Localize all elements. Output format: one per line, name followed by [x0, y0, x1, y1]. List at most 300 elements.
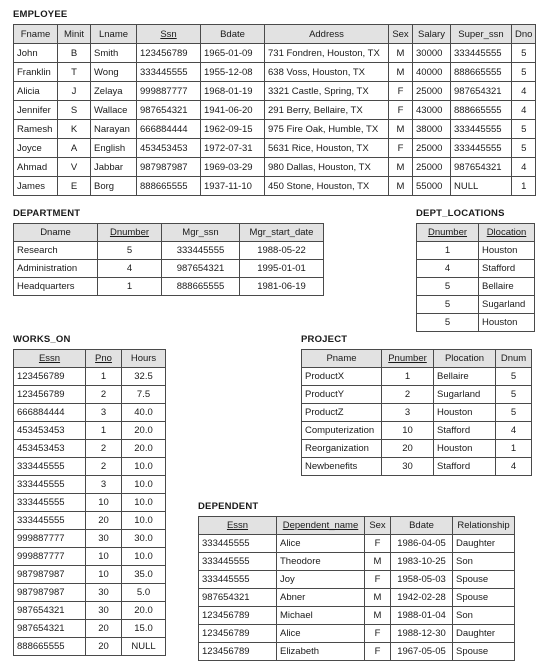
employee-cell-super-ssn: 888665555: [451, 101, 512, 120]
works-on-cell-hours: 40.0: [122, 404, 166, 422]
department-header-dnumber: Dnumber: [98, 224, 162, 242]
dependent-cell-essn: 333445555: [199, 535, 277, 553]
employee-cell-salary: 43000: [413, 101, 451, 120]
employee-cell-fname: James: [14, 177, 58, 196]
works-on-cell-essn: 123456789: [14, 386, 86, 404]
employee-cell-address: 731 Fondren, Houston, TX: [265, 44, 389, 63]
project-cell-pname: ProductY: [302, 386, 382, 404]
project-cell-dnum: 4: [496, 458, 532, 476]
works-on-cell-pno: 2: [86, 386, 122, 404]
project-cell-pname: ProductZ: [302, 404, 382, 422]
employee-cell-address: 3321 Castle, Spring, TX: [265, 82, 389, 101]
employee-cell-lname: English: [91, 139, 137, 158]
project-cell-dnum: 1: [496, 440, 532, 458]
works-on-cell-pno: 1: [86, 368, 122, 386]
works-on-cell-pno: 20: [86, 512, 122, 530]
employee-cell-bdate: 1968-01-19: [201, 82, 265, 101]
employee-cell-super-ssn: NULL: [451, 177, 512, 196]
employee-cell-ssn: 666884444: [137, 120, 201, 139]
dependent-cell-relationship: Daughter: [453, 625, 515, 643]
dependent-cell-dependent-name: Abner: [277, 589, 365, 607]
works-on-cell-essn: 987987987: [14, 566, 86, 584]
employee-cell-super-ssn: 888665555: [451, 63, 512, 82]
dept-locations-cell-dlocation: Bellaire: [479, 278, 535, 296]
works-on-cell-pno: 3: [86, 404, 122, 422]
employee-cell-lname: Zelaya: [91, 82, 137, 101]
employee-header-super-ssn: Super_ssn: [451, 25, 512, 44]
department-header-row: [14, 224, 324, 242]
employee-cell-dno: 5: [512, 120, 536, 139]
dependent-cell-essn: 123456789: [199, 625, 277, 643]
dependent-header-dependent-name: Dependent_name: [277, 517, 365, 535]
employee-cell-salary: 55000: [413, 177, 451, 196]
employee-cell-lname: Wong: [91, 63, 137, 82]
employee-header-address: Address: [265, 25, 389, 44]
table-row: [199, 535, 515, 553]
works-on-cell-hours: 20.0: [122, 422, 166, 440]
table-row: [14, 386, 166, 404]
works-on-relation: [13, 334, 166, 656]
dependent-cell-essn: 123456789: [199, 607, 277, 625]
works-on-cell-essn: 333445555: [14, 494, 86, 512]
works-on-cell-essn: 987987987: [14, 584, 86, 602]
dependent-cell-dependent-name: Michael: [277, 607, 365, 625]
employee-cell-minit: J: [58, 82, 91, 101]
works-on-header-essn: Essn: [14, 350, 86, 368]
works-on-cell-pno: 2: [86, 440, 122, 458]
dependent-cell-relationship: Spouse: [453, 643, 515, 661]
employee-header-minit: Minit: [58, 25, 91, 44]
dept-locations-cell-dnumber: 1: [417, 242, 479, 260]
employee-cell-dno: 1: [512, 177, 536, 196]
project-cell-pnumber: 20: [382, 440, 434, 458]
department-header-mgr-start-date: Mgr_start_date: [240, 224, 324, 242]
project-header-pname: Pname: [302, 350, 382, 368]
works-on-cell-essn: 453453453: [14, 440, 86, 458]
table-row: [14, 278, 324, 296]
works-on-cell-hours: 20.0: [122, 440, 166, 458]
employee-table: [13, 24, 536, 196]
dependent-cell-dependent-name: Alice: [277, 535, 365, 553]
works-on-cell-hours: 20.0: [122, 602, 166, 620]
employee-cell-sex: M: [389, 158, 413, 177]
employee-cell-dno: 5: [512, 44, 536, 63]
dept-locations-table: [416, 223, 535, 332]
works-on-header-hours: Hours: [122, 350, 166, 368]
employee-cell-super-ssn: 333445555: [451, 120, 512, 139]
works-on-cell-hours: 10.0: [122, 512, 166, 530]
table-row: [14, 422, 166, 440]
table-row: [14, 158, 536, 177]
employee-cell-ssn: 453453453: [137, 139, 201, 158]
employee-cell-bdate: 1937-11-10: [201, 177, 265, 196]
table-row: [14, 638, 166, 656]
dependent-cell-relationship: Spouse: [453, 589, 515, 607]
dept-locations-cell-dlocation: Stafford: [479, 260, 535, 278]
employee-header-dno: Dno: [512, 25, 536, 44]
department-cell-mgr-start-date: 1995-01-01: [240, 260, 324, 278]
employee-cell-minit: T: [58, 63, 91, 82]
table-row: [14, 548, 166, 566]
employee-cell-salary: 25000: [413, 158, 451, 177]
employee-cell-address: 975 Fire Oak, Humble, TX: [265, 120, 389, 139]
employee-cell-bdate: 1969-03-29: [201, 158, 265, 177]
employee-cell-bdate: 1972-07-31: [201, 139, 265, 158]
project-cell-plocation: Sugarland: [434, 386, 496, 404]
department-cell-dnumber: 5: [98, 242, 162, 260]
project-cell-dnum: 5: [496, 386, 532, 404]
employee-title: EMPLOYEE: [13, 9, 68, 20]
employee-cell-lname: Jabbar: [91, 158, 137, 177]
dependent-cell-dependent-name: Theodore: [277, 553, 365, 571]
dept-locations-title: DEPT_LOCATIONS: [416, 208, 505, 219]
works-on-cell-essn: 453453453: [14, 422, 86, 440]
employee-cell-fname: Ramesh: [14, 120, 58, 139]
employee-cell-dno: 4: [512, 158, 536, 177]
employee-cell-fname: Franklin: [14, 63, 58, 82]
dept-locations-cell-dlocation: Houston: [479, 314, 535, 332]
dependent-cell-essn: 333445555: [199, 571, 277, 589]
dependent-cell-dependent-name: Joy: [277, 571, 365, 589]
employee-cell-salary: 38000: [413, 120, 451, 139]
project-table: [301, 349, 532, 476]
table-row: [417, 260, 535, 278]
employee-cell-salary: 40000: [413, 63, 451, 82]
dept-locations-cell-dnumber: 5: [417, 278, 479, 296]
dependent-cell-dependent-name: Alice: [277, 625, 365, 643]
employee-cell-sex: M: [389, 177, 413, 196]
project-header-row: [302, 350, 532, 368]
dependent-header-essn: Essn: [199, 517, 277, 535]
dependent-header-relationship: Relationship: [453, 517, 515, 535]
project-title: PROJECT: [301, 334, 348, 345]
department-cell-mgr-start-date: 1988-05-22: [240, 242, 324, 260]
works-on-cell-essn: 333445555: [14, 512, 86, 530]
department-cell-dname: Research: [14, 242, 98, 260]
table-row: [417, 296, 535, 314]
dependent-header-row: [199, 517, 515, 535]
department-cell-mgr-ssn: 333445555: [162, 242, 240, 260]
department-header-mgr-ssn: Mgr_ssn: [162, 224, 240, 242]
works-on-header-row: [14, 350, 166, 368]
works-on-cell-pno: 10: [86, 494, 122, 512]
department-cell-dname: Administration: [14, 260, 98, 278]
table-row: [199, 571, 515, 589]
dependent-cell-sex: F: [365, 535, 391, 553]
works-on-cell-hours: 30.0: [122, 530, 166, 548]
dept-locations-header-dnumber: Dnumber: [417, 224, 479, 242]
table-row: [14, 602, 166, 620]
dependent-cell-essn: 333445555: [199, 553, 277, 571]
table-row: [14, 494, 166, 512]
project-relation: [301, 334, 532, 476]
project-cell-pnumber: 3: [382, 404, 434, 422]
table-row: [14, 260, 324, 278]
department-header-dname: Dname: [14, 224, 98, 242]
works-on-cell-pno: 20: [86, 638, 122, 656]
works-on-cell-hours: 35.0: [122, 566, 166, 584]
table-row: [14, 82, 536, 101]
project-body: [302, 368, 532, 476]
employee-cell-sex: M: [389, 63, 413, 82]
dependent-cell-bdate: 1942-02-28: [391, 589, 453, 607]
works-on-body: [14, 368, 166, 656]
works-on-cell-hours: 7.5: [122, 386, 166, 404]
project-cell-plocation: Bellaire: [434, 368, 496, 386]
works-on-cell-pno: 20: [86, 620, 122, 638]
project-cell-plocation: Houston: [434, 404, 496, 422]
project-cell-dnum: 5: [496, 368, 532, 386]
works-on-cell-hours: 15.0: [122, 620, 166, 638]
dependent-cell-relationship: Son: [453, 607, 515, 625]
dependent-cell-relationship: Daughter: [453, 535, 515, 553]
table-row: [302, 440, 532, 458]
employee-cell-minit: S: [58, 101, 91, 120]
employee-cell-sex: M: [389, 120, 413, 139]
project-cell-plocation: Houston: [434, 440, 496, 458]
dependent-title: DEPENDENT: [198, 501, 259, 512]
dept-locations-cell-dlocation: Houston: [479, 242, 535, 260]
table-row: [199, 589, 515, 607]
employee-cell-bdate: 1965-01-09: [201, 44, 265, 63]
department-cell-dnumber: 1: [98, 278, 162, 296]
project-cell-pname: ProductX: [302, 368, 382, 386]
employee-cell-address: 980 Dallas, Houston, TX: [265, 158, 389, 177]
employee-cell-minit: K: [58, 120, 91, 139]
dept-locations-body: [417, 242, 535, 332]
dependent-cell-sex: F: [365, 625, 391, 643]
dependent-cell-bdate: 1988-01-04: [391, 607, 453, 625]
employee-cell-fname: Ahmad: [14, 158, 58, 177]
employee-cell-ssn: 333445555: [137, 63, 201, 82]
employee-header-salary: Salary: [413, 25, 451, 44]
table-row: [302, 368, 532, 386]
works-on-cell-essn: 123456789: [14, 368, 86, 386]
table-row: [199, 625, 515, 643]
employee-cell-bdate: 1962-09-15: [201, 120, 265, 139]
dept-locations-cell-dnumber: 5: [417, 314, 479, 332]
table-row: [417, 314, 535, 332]
works-on-cell-hours: 10.0: [122, 548, 166, 566]
works-on-cell-essn: 888665555: [14, 638, 86, 656]
dependent-cell-sex: F: [365, 571, 391, 589]
employee-cell-salary: 25000: [413, 82, 451, 101]
employee-cell-dno: 4: [512, 101, 536, 120]
table-row: [199, 607, 515, 625]
works-on-cell-pno: 10: [86, 566, 122, 584]
project-cell-plocation: Stafford: [434, 422, 496, 440]
employee-cell-ssn: 999887777: [137, 82, 201, 101]
employee-cell-fname: Joyce: [14, 139, 58, 158]
dependent-header-bdate: Bdate: [391, 517, 453, 535]
works-on-cell-hours: 10.0: [122, 458, 166, 476]
works-on-cell-essn: 333445555: [14, 458, 86, 476]
employee-cell-dno: 4: [512, 82, 536, 101]
works-on-cell-pno: 30: [86, 602, 122, 620]
works-on-table: [13, 349, 166, 656]
works-on-cell-pno: 30: [86, 530, 122, 548]
employee-cell-fname: Alicia: [14, 82, 58, 101]
table-row: [14, 177, 536, 196]
dependent-cell-sex: M: [365, 607, 391, 625]
table-row: [14, 458, 166, 476]
works-on-cell-hours: 32.5: [122, 368, 166, 386]
project-header-pnumber: Pnumber: [382, 350, 434, 368]
employee-cell-minit: E: [58, 177, 91, 196]
project-cell-plocation: Stafford: [434, 458, 496, 476]
employee-cell-lname: Narayan: [91, 120, 137, 139]
table-row: [302, 404, 532, 422]
employee-body: [14, 44, 536, 196]
department-body: [14, 242, 324, 296]
employee-cell-minit: V: [58, 158, 91, 177]
dependent-cell-sex: M: [365, 553, 391, 571]
works-on-title: WORKS_ON: [13, 334, 71, 345]
works-on-cell-pno: 2: [86, 458, 122, 476]
works-on-cell-hours: 10.0: [122, 476, 166, 494]
employee-header-row: [14, 25, 536, 44]
table-row: [417, 278, 535, 296]
table-row: [14, 242, 324, 260]
works-on-cell-essn: 333445555: [14, 476, 86, 494]
project-cell-pnumber: 10: [382, 422, 434, 440]
employee-cell-lname: Smith: [91, 44, 137, 63]
works-on-cell-essn: 666884444: [14, 404, 86, 422]
works-on-cell-essn: 999887777: [14, 548, 86, 566]
dept-locations-header-dlocation: Dlocation: [479, 224, 535, 242]
project-cell-pnumber: 1: [382, 368, 434, 386]
employee-cell-dno: 5: [512, 63, 536, 82]
dept-locations-cell-dnumber: 4: [417, 260, 479, 278]
table-row: [302, 458, 532, 476]
employee-header-sex: Sex: [389, 25, 413, 44]
works-on-cell-essn: 999887777: [14, 530, 86, 548]
department-table: [13, 223, 324, 296]
employee-cell-sex: M: [389, 44, 413, 63]
dependent-cell-bdate: 1983-10-25: [391, 553, 453, 571]
works-on-cell-pno: 1: [86, 422, 122, 440]
table-row: [14, 584, 166, 602]
employee-cell-bdate: 1941-06-20: [201, 101, 265, 120]
table-row: [417, 242, 535, 260]
dept-locations-relation: [416, 208, 535, 332]
dependent-cell-bdate: 1967-05-05: [391, 643, 453, 661]
employee-header-fname: Fname: [14, 25, 58, 44]
works-on-cell-essn: 987654321: [14, 620, 86, 638]
employee-cell-fname: John: [14, 44, 58, 63]
dependent-cell-bdate: 1958-05-03: [391, 571, 453, 589]
project-cell-dnum: 4: [496, 422, 532, 440]
table-row: [14, 440, 166, 458]
employee-cell-sex: F: [389, 101, 413, 120]
employee-cell-sex: F: [389, 82, 413, 101]
employee-cell-ssn: 123456789: [137, 44, 201, 63]
table-row: [14, 120, 536, 139]
table-row: [14, 620, 166, 638]
works-on-cell-hours: 10.0: [122, 494, 166, 512]
department-cell-mgr-start-date: 1981-06-19: [240, 278, 324, 296]
table-row: [14, 368, 166, 386]
works-on-cell-pno: 3: [86, 476, 122, 494]
table-row: [302, 422, 532, 440]
employee-cell-minit: A: [58, 139, 91, 158]
employee-cell-address: 5631 Rice, Houston, TX: [265, 139, 389, 158]
dependent-table: [198, 516, 515, 661]
works-on-cell-hours: 5.0: [122, 584, 166, 602]
employee-cell-super-ssn: 333445555: [451, 139, 512, 158]
employee-cell-ssn: 888665555: [137, 177, 201, 196]
table-row: [14, 476, 166, 494]
project-cell-pname: Newbenefits: [302, 458, 382, 476]
dependent-cell-essn: 987654321: [199, 589, 277, 607]
table-row: [14, 566, 166, 584]
project-header-dnum: Dnum: [496, 350, 532, 368]
employee-cell-address: 638 Voss, Houston, TX: [265, 63, 389, 82]
department-cell-mgr-ssn: 888665555: [162, 278, 240, 296]
works-on-cell-hours: NULL: [122, 638, 166, 656]
employee-cell-super-ssn: 333445555: [451, 44, 512, 63]
works-on-cell-pno: 10: [86, 548, 122, 566]
dependent-cell-essn: 123456789: [199, 643, 277, 661]
employee-cell-dno: 5: [512, 139, 536, 158]
dependent-cell-relationship: Spouse: [453, 571, 515, 589]
department-cell-mgr-ssn: 987654321: [162, 260, 240, 278]
employee-cell-super-ssn: 987654321: [451, 158, 512, 177]
works-on-cell-essn: 987654321: [14, 602, 86, 620]
dept-locations-header-row: [417, 224, 535, 242]
employee-cell-sex: F: [389, 139, 413, 158]
dependent-cell-bdate: 1988-12-30: [391, 625, 453, 643]
department-cell-dname: Headquarters: [14, 278, 98, 296]
dependent-cell-bdate: 1986-04-05: [391, 535, 453, 553]
dept-locations-cell-dnumber: 5: [417, 296, 479, 314]
department-title: DEPARTMENT: [13, 208, 81, 219]
department-relation: [13, 208, 324, 296]
employee-cell-lname: Wallace: [91, 101, 137, 120]
dependent-relation: [198, 501, 515, 661]
employee-header-ssn: Ssn: [137, 25, 201, 44]
dependent-header-sex: Sex: [365, 517, 391, 535]
dependent-cell-sex: M: [365, 589, 391, 607]
dependent-cell-relationship: Son: [453, 553, 515, 571]
employee-cell-fname: Jennifer: [14, 101, 58, 120]
table-row: [14, 139, 536, 158]
employee-header-lname: Lname: [91, 25, 137, 44]
dependent-body: [199, 535, 515, 661]
employee-cell-salary: 30000: [413, 44, 451, 63]
employee-cell-bdate: 1955-12-08: [201, 63, 265, 82]
table-row: [14, 512, 166, 530]
employee-cell-salary: 25000: [413, 139, 451, 158]
table-row: [199, 553, 515, 571]
employee-header-bdate: Bdate: [201, 25, 265, 44]
project-cell-pnumber: 2: [382, 386, 434, 404]
department-cell-dnumber: 4: [98, 260, 162, 278]
project-cell-pname: Reorganization: [302, 440, 382, 458]
table-row: [14, 404, 166, 422]
table-row: [302, 386, 532, 404]
dependent-cell-dependent-name: Elizabeth: [277, 643, 365, 661]
table-row: [14, 44, 536, 63]
employee-cell-minit: B: [58, 44, 91, 63]
table-row: [14, 530, 166, 548]
project-cell-pnumber: 30: [382, 458, 434, 476]
dept-locations-cell-dlocation: Sugarland: [479, 296, 535, 314]
project-header-plocation: Plocation: [434, 350, 496, 368]
employee-cell-super-ssn: 987654321: [451, 82, 512, 101]
employee-relation: [13, 9, 536, 196]
employee-cell-address: 291 Berry, Bellaire, TX: [265, 101, 389, 120]
